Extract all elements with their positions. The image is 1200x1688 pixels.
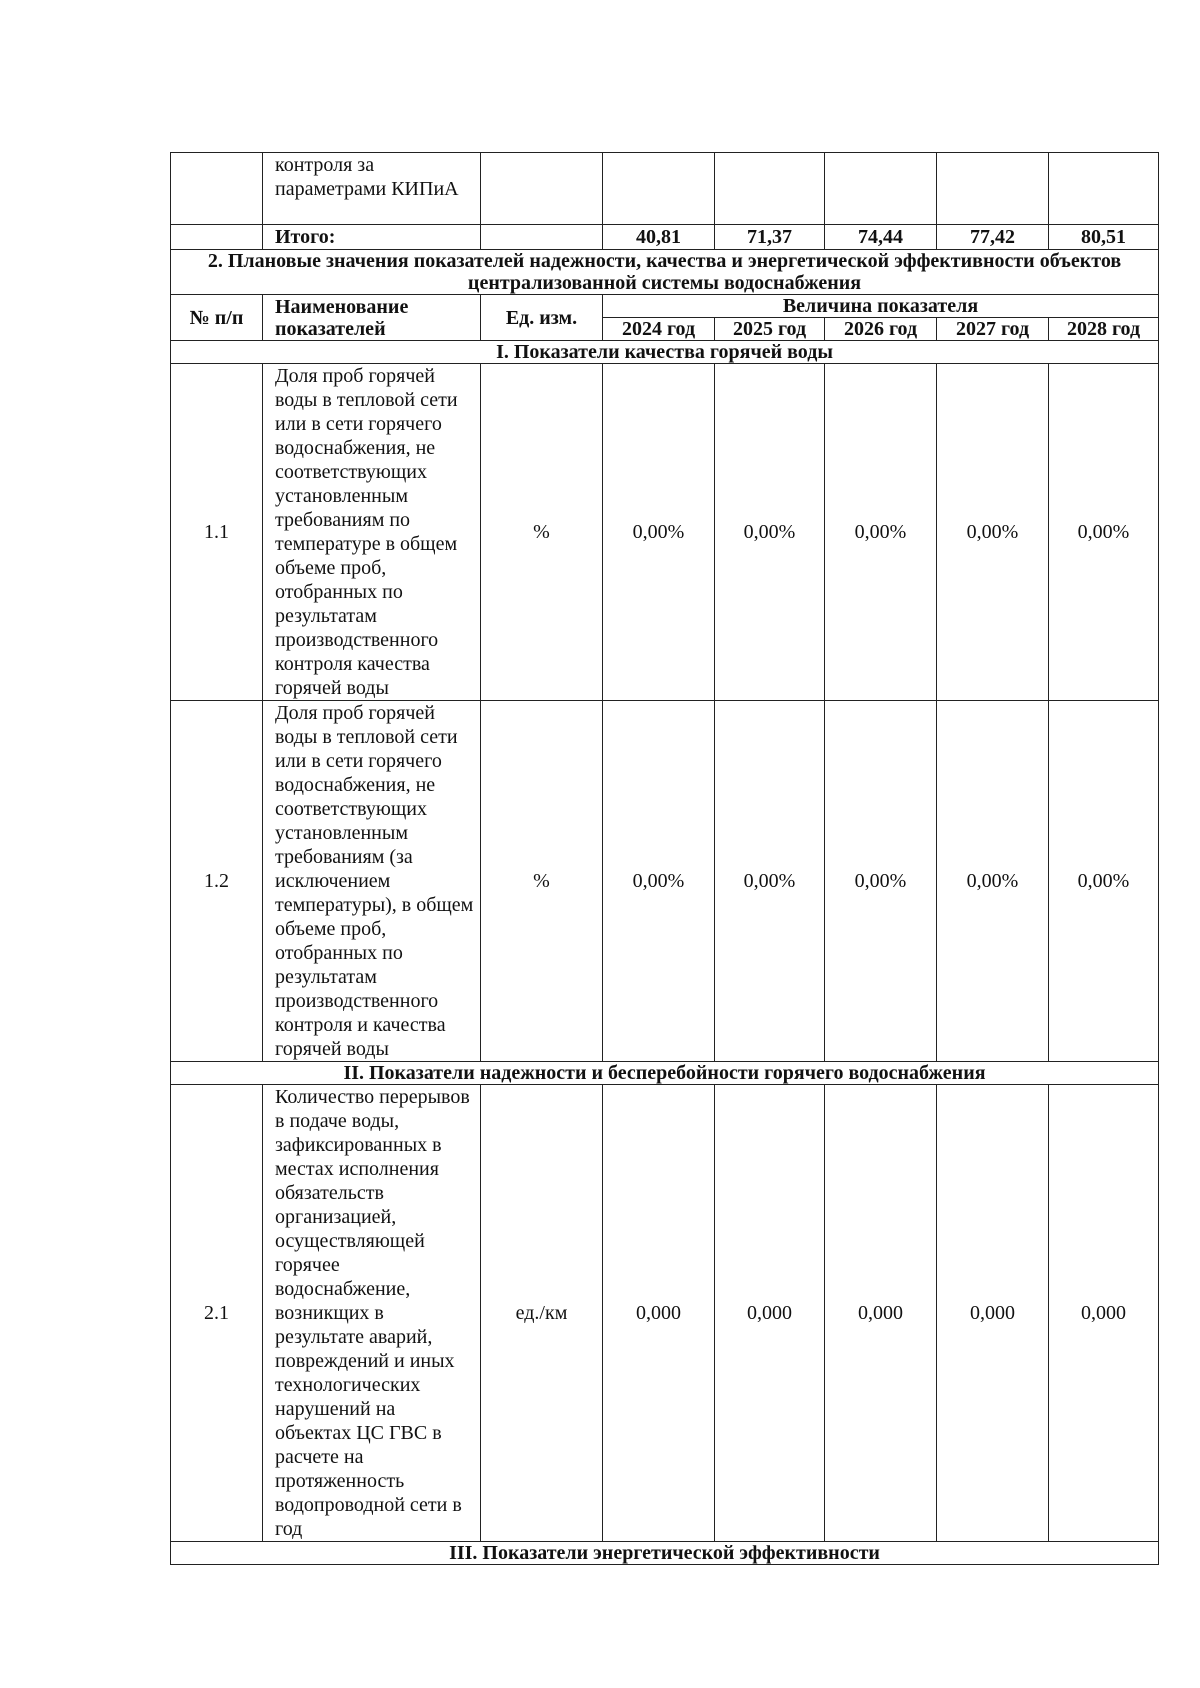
total-row <box>171 225 1159 250</box>
table-row <box>171 701 1159 1062</box>
row-unit: % <box>481 701 603 1062</box>
row-name: Доля проб горячей воды в тепловой сети или в сети горячего водоснабжения, не соответствующих установленным требованиям по температуре в общем объеме проб, отобранных по результатам производственного контроля качества горячей воды <box>263 364 481 701</box>
section-title-row <box>171 250 1159 295</box>
header-row <box>171 295 1159 318</box>
total-value: 80,51 <box>1049 225 1159 250</box>
header-name: Наименование показателей <box>263 295 481 341</box>
row-value: 0,00% <box>1049 364 1159 701</box>
row-value: 0,000 <box>825 1085 937 1542</box>
row-value: 0,00% <box>825 364 937 701</box>
row-unit: ед./км <box>481 1085 603 1542</box>
group-title: III. Показатели энергетической эффективности <box>171 1542 1159 1565</box>
row-value: 0,000 <box>603 1085 715 1542</box>
continued-name: контроля за параметрами КИПиА <box>263 153 481 225</box>
section-title: 2. Плановые значения показателей надежности, качества и энергетической эффективности объектов централизованной системы водоснабжения <box>171 250 1159 295</box>
row-value: 0,000 <box>715 1085 825 1542</box>
total-value: 77,42 <box>937 225 1049 250</box>
row-unit: % <box>481 364 603 701</box>
row-value: 0,00% <box>603 364 715 701</box>
row-value: 0,00% <box>937 364 1049 701</box>
table-row <box>171 364 1159 701</box>
indicators-table <box>170 152 1159 1565</box>
row-name: Количество перерывов в подаче воды, зафиксированных в местах исполнения обязательств организацией, осуществляющей горячее водоснабжение, возникщих в результате аварий, повреждений и иных технологических нарушений на объектах ЦС ГВС в расчете на протяженность водопроводной сети в год <box>263 1085 481 1542</box>
total-label: Итого: <box>263 225 481 250</box>
group-title-row <box>171 1542 1159 1565</box>
row-num: 1.2 <box>171 701 263 1062</box>
total-value: 40,81 <box>603 225 715 250</box>
header-year: 2024 год <box>603 318 715 341</box>
header-num: № п/п <box>171 295 263 341</box>
row-num: 1.1 <box>171 364 263 701</box>
continued-row <box>171 153 1159 225</box>
header-value-group: Величина показателя <box>603 295 1159 318</box>
row-value: 0,000 <box>937 1085 1049 1542</box>
row-value: 0,00% <box>825 701 937 1062</box>
document-page <box>170 152 1158 1565</box>
table-row <box>171 1085 1159 1542</box>
total-value: 71,37 <box>715 225 825 250</box>
group-title: II. Показатели надежности и бесперебойности горячего водоснабжения <box>171 1062 1159 1085</box>
row-value: 0,00% <box>715 701 825 1062</box>
header-year: 2027 год <box>937 318 1049 341</box>
row-value: 0,00% <box>1049 701 1159 1062</box>
row-value: 0,00% <box>937 701 1049 1062</box>
group-title-row <box>171 1062 1159 1085</box>
header-year: 2025 год <box>715 318 825 341</box>
row-name: Доля проб горячей воды в тепловой сети или в сети горячего водоснабжения, не соответствующих установленным требованиям (за исключением температуры), в общем объеме проб, отобранных по результатам производственного контроля и качества горячей воды <box>263 701 481 1062</box>
row-value: 0,00% <box>603 701 715 1062</box>
group-title-row <box>171 341 1159 364</box>
group-title: I. Показатели качества горячей воды <box>171 341 1159 364</box>
header-year: 2026 год <box>825 318 937 341</box>
row-value: 0,00% <box>715 364 825 701</box>
header-year: 2028 год <box>1049 318 1159 341</box>
header-unit: Ед. изм. <box>481 295 603 341</box>
total-value: 74,44 <box>825 225 937 250</box>
row-value: 0,000 <box>1049 1085 1159 1542</box>
row-num: 2.1 <box>171 1085 263 1542</box>
